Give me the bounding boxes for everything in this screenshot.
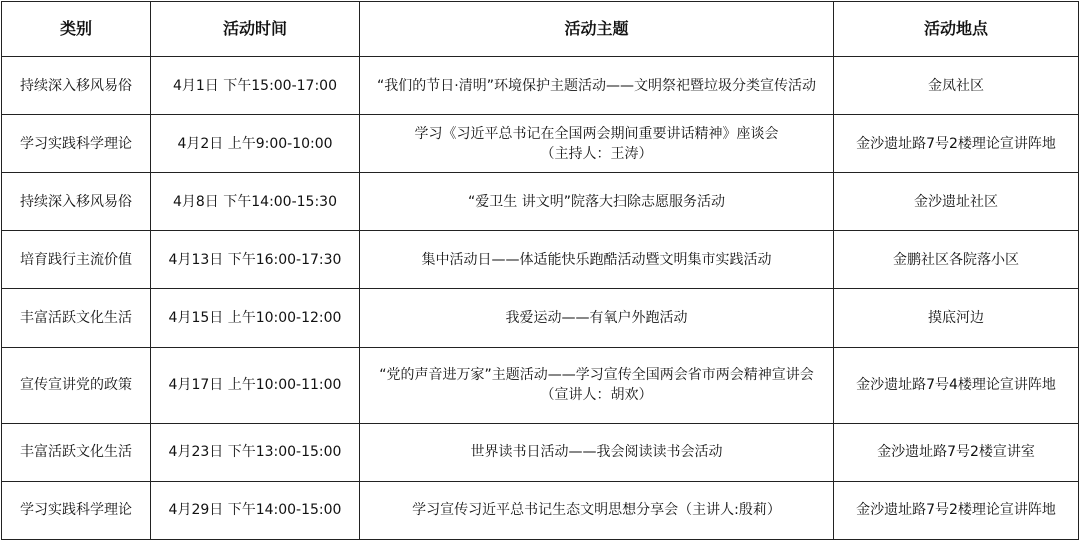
theme-note: （主持人：王涛）	[540, 145, 653, 162]
cell-time: 4月8日 下午14:00-15:30	[151, 173, 360, 231]
cell-location: 金鹏社区各院落小区	[834, 231, 1079, 289]
cell-category: 持续深入移风易俗	[2, 57, 151, 115]
cell-theme	[360, 173, 834, 231]
cell-theme	[360, 481, 834, 539]
cell-location: 金沙遗址路7号2楼理论宣讲阵地	[834, 115, 1079, 173]
cell-location: 金沙遗址社区	[834, 173, 1079, 231]
cell-time: 4月2日 上午9:00-10:00	[151, 115, 360, 173]
cell-time: 4月15日 上午10:00-12:00	[151, 289, 360, 347]
cell-theme	[360, 347, 834, 423]
cell-time: 4月1日 下午15:00-17:00	[151, 57, 360, 115]
cell-location: 金沙遗址路7号4楼理论宣讲阵地	[834, 347, 1079, 423]
table-row	[2, 173, 1079, 231]
cell-category: 丰富活跃文化生活	[2, 423, 151, 481]
theme-text: “我们的节日·清明”环境保护主题活动——文明祭祀暨垃圾分类宣传活动	[377, 77, 816, 94]
table-row	[2, 231, 1079, 289]
table-row	[2, 481, 1079, 539]
cell-theme	[360, 231, 834, 289]
cell-time: 4月17日 上午10:00-11:00	[151, 347, 360, 423]
header-row	[2, 2, 1079, 57]
header-category: 类别	[2, 2, 151, 57]
cell-time: 4月29日 下午14:00-15:00	[151, 481, 360, 539]
theme-text: 我爱运动——有氧户外跑活动	[505, 309, 688, 326]
table-row	[2, 57, 1079, 115]
cell-category: 学习实践科学理论	[2, 481, 151, 539]
cell-theme	[360, 289, 834, 347]
theme-text: 学习《习近平总书记在全国两会期间重要讲话精神》座谈会	[414, 125, 779, 142]
cell-category: 持续深入移风易俗	[2, 173, 151, 231]
activity-schedule-table	[1, 1, 1079, 540]
table-row	[2, 289, 1079, 347]
theme-text: 世界读书日活动——我会阅读读书会活动	[470, 444, 723, 461]
theme-text: “党的声音进万家”主题活动——学习宣传全国两会省市两会精神宣讲会	[379, 367, 814, 384]
cell-location: 金沙遗址路7号2楼宣讲室	[834, 423, 1079, 481]
table-row	[2, 423, 1079, 481]
cell-time: 4月13日 下午16:00-17:30	[151, 231, 360, 289]
header-time: 活动时间	[151, 2, 360, 57]
header-location: 活动地点	[834, 2, 1079, 57]
cell-theme	[360, 115, 834, 173]
cell-location: 摸底河边	[834, 289, 1079, 347]
cell-category: 宣传宣讲党的政策	[2, 347, 151, 423]
table-row	[2, 347, 1079, 423]
cell-location: 金凤社区	[834, 57, 1079, 115]
header-theme: 活动主题	[360, 2, 834, 57]
cell-theme	[360, 57, 834, 115]
theme-text: 集中活动日——体适能快乐跑酷活动暨文明集市实践活动	[421, 251, 772, 268]
table-row	[2, 115, 1079, 173]
cell-location: 金沙遗址路7号2楼理论宣讲阵地	[834, 481, 1079, 539]
theme-text: “爱卫生 讲文明”院落大扫除志愿服务活动	[468, 193, 725, 210]
cell-category: 学习实践科学理论	[2, 115, 151, 173]
theme-text: 学习宣传习近平总书记生态文明思想分享会（主讲人:殷莉）	[412, 502, 781, 519]
cell-time: 4月23日 下午13:00-15:00	[151, 423, 360, 481]
cell-category: 培育践行主流价值	[2, 231, 151, 289]
theme-note: （宣讲人：胡欢）	[540, 387, 653, 404]
cell-theme	[360, 423, 834, 481]
cell-category: 丰富活跃文化生活	[2, 289, 151, 347]
